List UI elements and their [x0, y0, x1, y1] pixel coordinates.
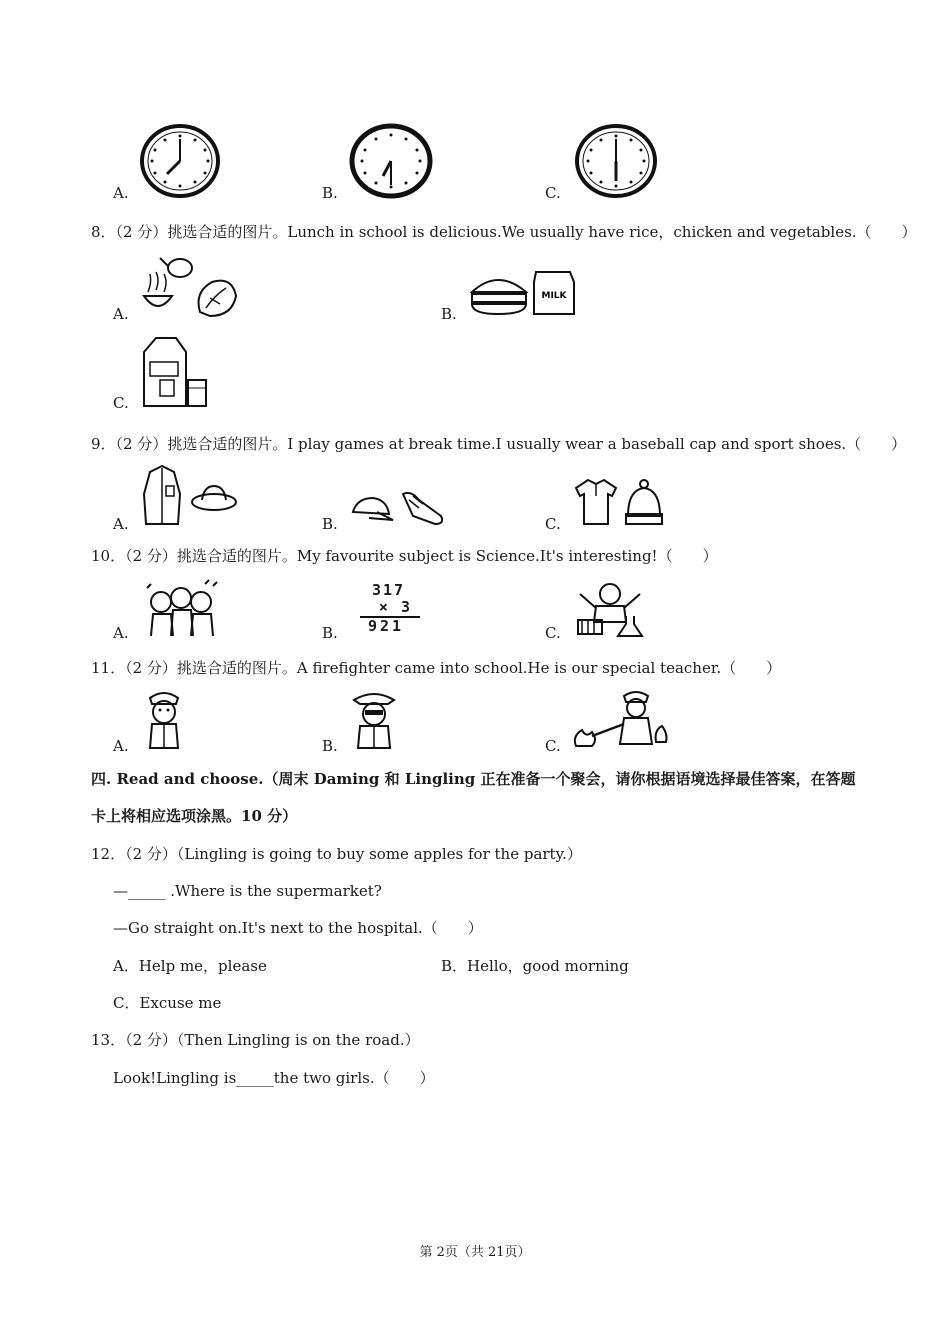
- q10-option-b-label: B.: [322, 624, 338, 642]
- math-result: 921: [360, 616, 420, 635]
- q9-option-b-label: B.: [322, 515, 338, 533]
- math-top-number: 317: [372, 581, 406, 599]
- q13-sentence: Look!Lingling is_____the two girls.（ ）: [113, 1069, 435, 1087]
- q12-option-a: A．Help me，please: [113, 957, 267, 975]
- clock-seven-thirty-image: [349, 124, 433, 198]
- q13-stem: 13．（2 分）（Then Lingling is on the road.）: [91, 1031, 420, 1049]
- q7-option-b-label: B.: [322, 184, 338, 202]
- q10-stem: 10．（2 分）挑选合适的图片。My favourite subject is Science.It's interesting!（ ）: [91, 547, 718, 565]
- polo-shirt-wool-hat-image: [572, 478, 668, 528]
- q10-option-c-label: C.: [545, 624, 561, 642]
- clock-six-oclock-image: [574, 124, 658, 198]
- q11-option-b-label: B.: [322, 737, 338, 755]
- q7-option-a-label: A.: [113, 184, 129, 202]
- math-multiplier: × 3: [378, 598, 412, 616]
- q12-stem: 12．（2 分）（Lingling is going to buy some apples for the party.）: [91, 845, 582, 863]
- q8-option-a-label: A.: [113, 305, 129, 323]
- food-hamburger-milk-image: [468, 262, 582, 320]
- q9-option-a-label: A.: [113, 515, 129, 533]
- q11-option-a-label: A.: [113, 737, 129, 755]
- person-police-officer-image: [348, 686, 400, 752]
- section-4-heading-line2: 卡上将相应选项涂黑。10 分）: [91, 807, 298, 825]
- section-4-heading-line1: 四. Read and choose.（周末 Daming 和 Lingling 正在准备一个聚会，请你根据语境选择最佳答案，在答题: [91, 770, 856, 788]
- q7-option-c-label: C.: [545, 184, 561, 202]
- q11-option-c-label: C.: [545, 737, 561, 755]
- milk-label: MILK: [541, 291, 567, 301]
- person-firefighter-image: [572, 686, 672, 752]
- food-rice-chicken-vegetables-image: [140, 252, 240, 320]
- q11-stem: 11．（2 分）挑选合适的图片。A firefighter came into school.He is our special teacher.（ ）: [91, 659, 782, 677]
- q12-dialog-line1: —_____ .Where is the supermarket?: [113, 882, 382, 900]
- singing-students-image: [143, 580, 221, 638]
- clothes-jacket-hat-image: [140, 464, 240, 528]
- math-multiplication-image: [360, 582, 420, 635]
- person-cook-image: [140, 688, 190, 752]
- science-experiment-image: [574, 580, 650, 638]
- q12-dialog-line2: —Go straight on.It's next to the hospital.（ ）: [113, 919, 483, 937]
- q9-stem: 9．（2 分）挑选合适的图片。I play games at break time.I usually wear a baseball cap and sport shoes.（ ）: [91, 435, 907, 453]
- q12-option-b: B．Hello，good morning: [441, 957, 629, 975]
- food-milk-carton-glass-image: [140, 336, 212, 410]
- clock-eight-oclock-image: [139, 124, 221, 198]
- q8-option-b-label: B.: [441, 305, 457, 323]
- q10-option-a-label: A.: [113, 624, 129, 642]
- page-number-footer: 第 2页（共 21页）: [419, 1245, 531, 1260]
- q12-option-c: C．Excuse me: [113, 994, 222, 1012]
- q8-option-c-label: C.: [113, 394, 129, 412]
- baseball-cap-sport-shoes-image: [349, 486, 449, 528]
- q8-stem: 8．（2 分）挑选合适的图片。Lunch in school is delicious.We usually have rice，chicken and vegetables.（ ）: [91, 223, 917, 241]
- q9-option-c-label: C.: [545, 515, 561, 533]
